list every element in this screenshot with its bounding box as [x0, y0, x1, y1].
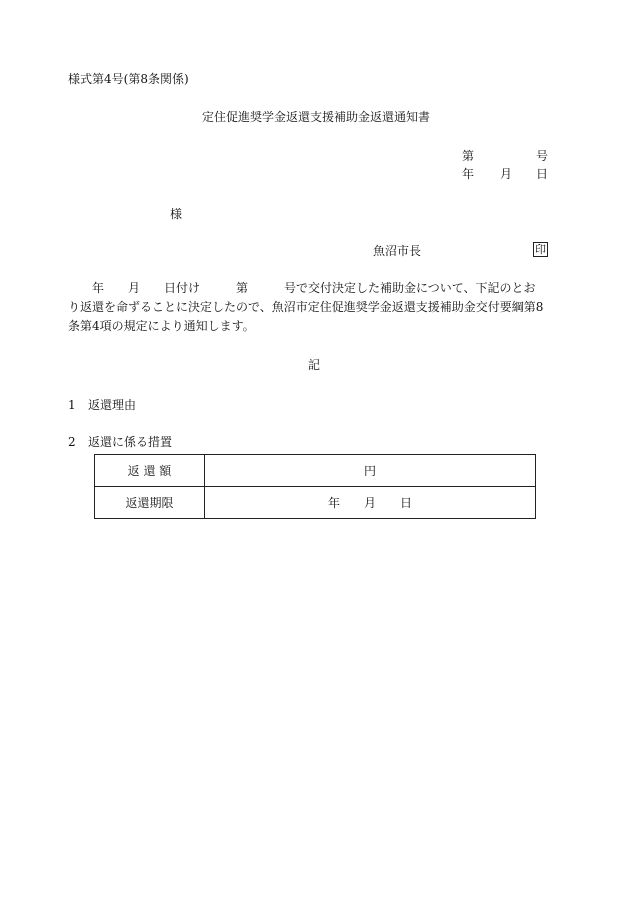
- body-line-3: 条第4項の規定により通知します。: [68, 319, 255, 333]
- table-row: [95, 487, 536, 519]
- item-2-number: 2: [68, 435, 76, 449]
- issuer-name: 魚沼市長: [373, 244, 422, 258]
- table-value-amount: 円: [205, 455, 536, 487]
- body-line-2: り返還を命ずることに決定したので、魚沼市定住促進奨学金返還支援補助金交付要綱第8: [68, 300, 544, 314]
- table-header-deadline: 返還期限: [95, 487, 205, 519]
- table-value-deadline: 年 月 日: [205, 487, 536, 519]
- doc-number-dai: 第: [462, 149, 475, 163]
- seal-mark: 印: [535, 243, 546, 256]
- ki-heading: 記: [308, 358, 321, 372]
- addressee-suffix: 様: [170, 207, 183, 221]
- table-header-amount: 返 還 額: [95, 455, 205, 487]
- document-title: 定住促進奨学金返還支援補助金返還通知書: [202, 110, 431, 124]
- item-1-label: 返還理由: [88, 398, 137, 412]
- item-1-number: 1: [68, 398, 76, 412]
- date-year: 年: [462, 167, 475, 181]
- form-number: 様式第4号(第8条関係): [68, 72, 189, 86]
- item-2-label: 返還に係る措置: [88, 435, 173, 449]
- doc-number-go: 号: [536, 149, 549, 163]
- table-row: [95, 455, 536, 487]
- date-month: 月: [500, 167, 513, 181]
- measures-table: [94, 454, 536, 519]
- body-line-1: 年 月 日付け 第 号で交付決定した補助金について、下記のとお: [92, 281, 536, 295]
- date-day: 日: [536, 167, 549, 181]
